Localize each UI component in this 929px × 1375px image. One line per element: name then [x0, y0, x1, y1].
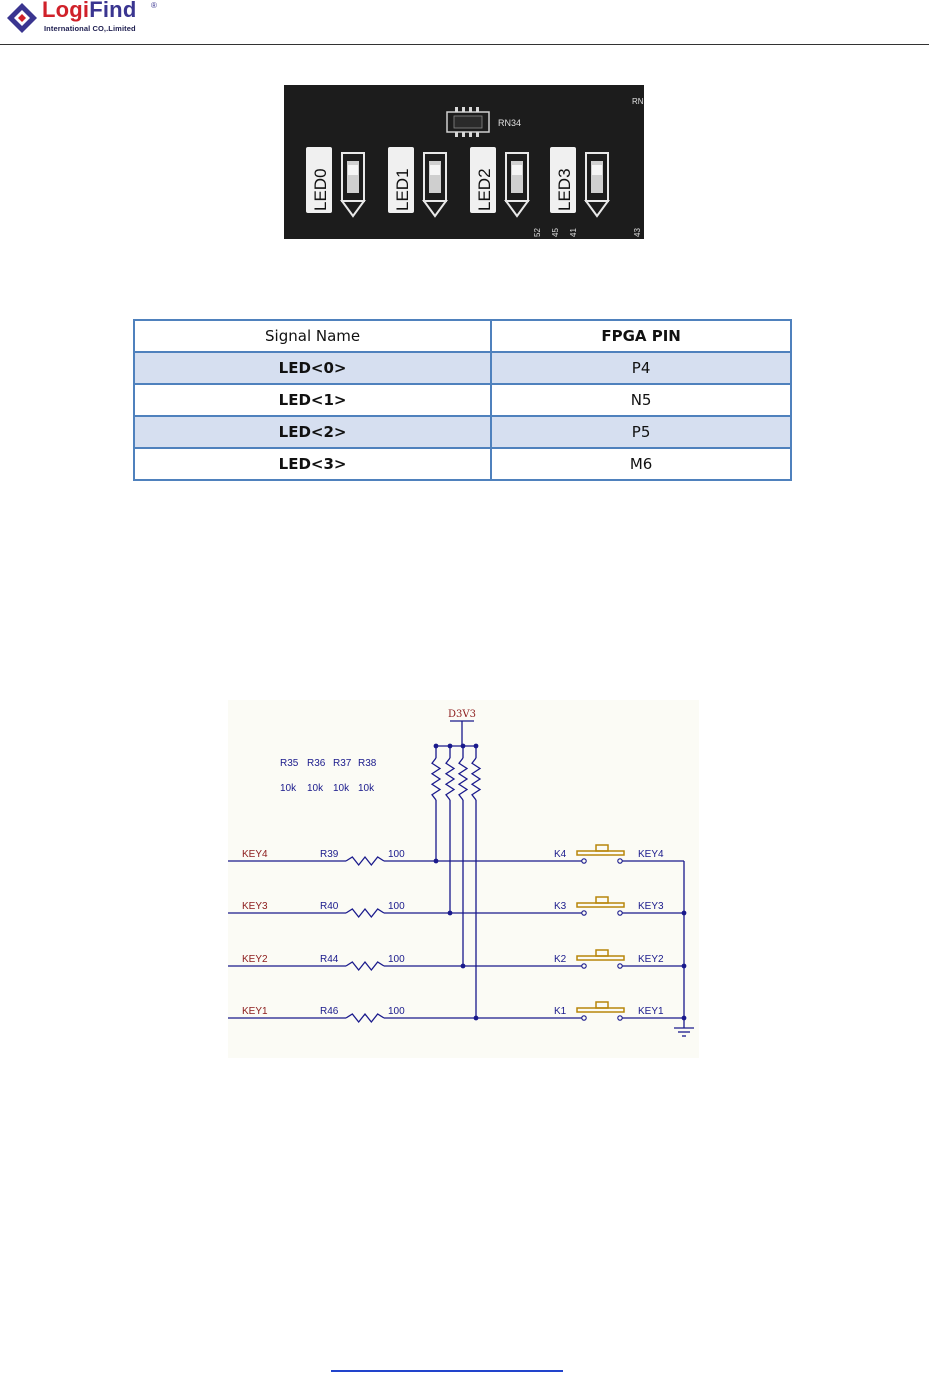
- junction-dot: [474, 744, 479, 749]
- series-resistor-value: 100: [388, 901, 405, 912]
- series-resistor-ref: R44: [320, 954, 339, 965]
- led-silkscreen-label: LED0: [311, 168, 330, 211]
- table-row: [134, 352, 791, 384]
- series-resistor-ref: R46: [320, 1006, 339, 1017]
- pullup-ref-label: R37: [333, 758, 352, 769]
- brand-subtitle: International CO,.Limited: [44, 24, 136, 33]
- pin-number-1: 45: [551, 228, 560, 237]
- junction-dot: [461, 744, 466, 749]
- table-row: [134, 448, 791, 480]
- led-board-photo: [284, 85, 644, 239]
- key-net-label: KEY3: [242, 901, 268, 912]
- signal-cell: LED<2>: [134, 416, 491, 448]
- pullup-ref-label: R35: [280, 758, 299, 769]
- pullup-value-label: 10k: [280, 783, 297, 794]
- pin-cell: P4: [491, 352, 791, 384]
- switch-ref-label: K2: [554, 954, 567, 965]
- pin-number-0: 52: [533, 228, 542, 237]
- pullup-ref-label: R36: [307, 758, 326, 769]
- led-lens: [592, 165, 602, 175]
- rn34-label: RN34: [498, 118, 522, 128]
- switch-ref-label: K1: [554, 1006, 567, 1017]
- brand-part-1: Logi: [42, 0, 90, 22]
- brand-part-2: Find: [89, 0, 137, 22]
- column-header-fpga-pin: FPGA PIN: [491, 320, 791, 352]
- rn-edge-label: RN: [632, 97, 644, 106]
- junction-dot: [682, 911, 687, 916]
- pullup-ref-label: R38: [358, 758, 377, 769]
- brand-name: [42, 0, 136, 23]
- pullup-value-label: 10k: [333, 783, 350, 794]
- switch-net-label: KEY3: [638, 901, 664, 912]
- led-silkscreen-label: LED3: [555, 168, 574, 211]
- pin-cell: P5: [491, 416, 791, 448]
- switch-net-label: KEY1: [638, 1006, 664, 1017]
- key-schematic: [228, 700, 699, 1058]
- led-pin-table: [133, 319, 792, 481]
- junction-dot: [434, 744, 439, 749]
- junction-dot: [448, 744, 453, 749]
- led-silkscreen-label: LED2: [475, 168, 494, 211]
- led-lens: [430, 165, 440, 175]
- power-net-label: D3V3: [448, 709, 476, 720]
- pullup-value-label: 10k: [358, 783, 375, 794]
- signal-cell: LED<3>: [134, 448, 491, 480]
- switch-ref-label: K4: [554, 849, 567, 860]
- pin-number-2: 41: [569, 228, 578, 237]
- led-lens: [348, 165, 358, 175]
- series-resistor-value: 100: [388, 954, 405, 965]
- key-net-label: KEY4: [242, 849, 268, 860]
- pin-number-3: 43: [633, 228, 642, 237]
- switch-net-label: KEY2: [638, 954, 664, 965]
- pullup-value-label: 10k: [307, 783, 324, 794]
- series-resistor-ref: R40: [320, 901, 339, 912]
- logifind-logo-icon: [5, 1, 39, 35]
- table-row: [134, 416, 791, 448]
- pin-cell: M6: [491, 448, 791, 480]
- series-resistor-ref: R39: [320, 849, 339, 860]
- signal-cell: LED<0>: [134, 352, 491, 384]
- series-resistor-value: 100: [388, 1006, 405, 1017]
- page-header: [0, 0, 929, 46]
- footer-link-underline[interactable]: [331, 1370, 563, 1372]
- switch-net-label: KEY4: [638, 849, 664, 860]
- column-header-signal-name: Signal Name: [134, 320, 491, 352]
- led-lens: [512, 165, 522, 175]
- pin-cell: N5: [491, 384, 791, 416]
- key-net-label: KEY1: [242, 1006, 268, 1017]
- table-row: [134, 384, 791, 416]
- junction-dot: [682, 964, 687, 969]
- header-divider: [0, 44, 929, 45]
- junction-dot: [682, 1016, 687, 1021]
- series-resistor-value: 100: [388, 849, 405, 860]
- registered-mark: ®: [151, 1, 157, 10]
- led-silkscreen-label: LED1: [393, 168, 412, 211]
- signal-cell: LED<1>: [134, 384, 491, 416]
- switch-ref-label: K3: [554, 901, 567, 912]
- key-net-label: KEY2: [242, 954, 268, 965]
